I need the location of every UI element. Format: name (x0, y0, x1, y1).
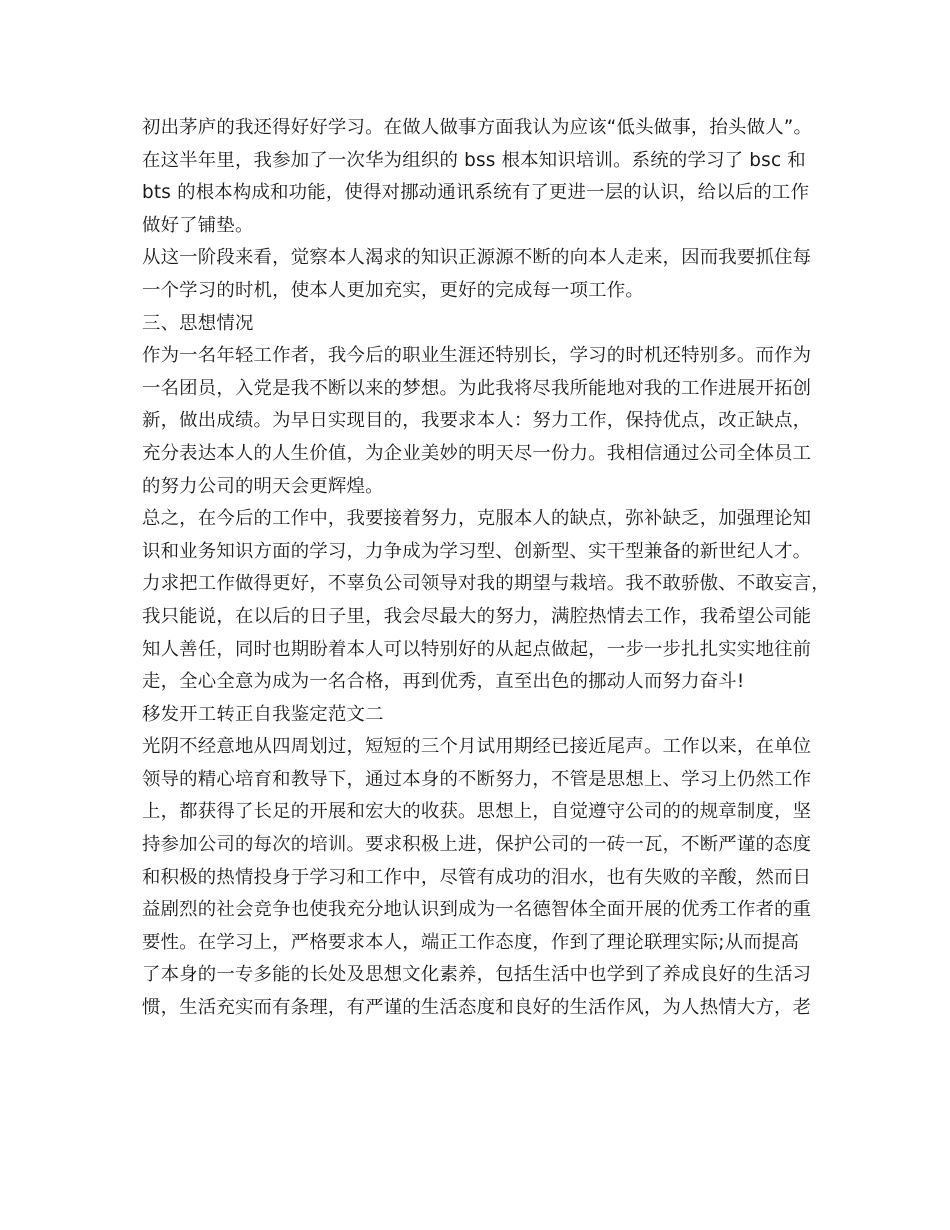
text-line: 一个学习的时机，使本人更加充实，更好的完成每一项工作。 (142, 279, 644, 301)
text-line: 总之，在今后的工作中，我要接着努力，克服本人的缺点，弥补缺乏，加强理论知 (142, 508, 812, 530)
text-line: 光阴不经意地从四周划过，短短的三个月试用期经已接近尾声。工作以来，在单位 (142, 736, 812, 758)
text-line: 做好了铺垫。 (142, 214, 254, 236)
text-line: 新，做出成绩。为早日实现目的，我要求本人：努力工作，保持优点，改正缺点， (142, 410, 812, 432)
text-line: 了本身的一专多能的长处及思想文化素养，包括生活中也学到了养成良好的生活习 (142, 964, 812, 986)
text-line: 在这半年里，我参加了一次华为组织的 bss 根本知识培训。系统的学习了 bsc 和 (142, 149, 806, 171)
text-line: 一名团员，入党是我不断以来的梦想。为此我将尽我所能地对我的工作进展开拓创 (142, 377, 812, 399)
text-line: 惯，生活充实而有条理，有严谨的生活态度和良好的生活作风，为人热情大方，老 (142, 997, 812, 1019)
text-line: 作为一名年轻工作者，我今后的职业生涯还特别长，学习的时机还特别多。而作为 (142, 345, 812, 367)
text-line: 上，都获得了长足的开展和宏大的收获。思想上，自觉遵守公司的的规章制度，坚 (142, 801, 812, 823)
text-line: 初出茅庐的我还得好好学习。在做人做事方面我认为应该“低头做事，抬头做人”。 (142, 117, 813, 138)
text-line: 持参加公司的每次的培训。要求积极上进，保护公司的一砖一瓦，不断严谨的态度 (142, 834, 812, 856)
text-line: 要性。在学习上，严格要求本人，端正工作态度，作到了理论联理实际;从而提高 (142, 931, 800, 953)
text-line: 充分表达本人的人生价值，为企业美妙的明天尽一份力。我相信通过公司全体员工 (142, 442, 812, 464)
text-line: 的努力公司的明天会更辉煌。 (142, 475, 384, 497)
text-line: 知人善任，同时也期盼着本人可以特别好的从起点做起，一步一步扎扎实实地往前 (142, 638, 812, 660)
text-line: 力求把工作做得更好，不辜负公司领导对我的期望与栽培。我不敢骄傲、不敢妄言， (142, 573, 830, 595)
text-line: 领导的精心培育和教导下，通过本身的不断努力，不管是思想上、学习上仍然工作 (142, 768, 812, 790)
text-line: 走，全心全意为成为一名合格，再到优秀，直至出色的挪动人而努力奋斗! (142, 671, 745, 693)
section-heading: 移发开工转正自我鉴定范文二 (142, 703, 384, 725)
text-line: 益剧烈的社会竞争也使我充分地认识到成为一名德智体全面开展的优秀工作者的重 (142, 899, 812, 921)
document-body (142, 112, 832, 1025)
text-line: 从这一阶段来看，觉察本人渴求的知识正源源不断的向本人走来，因而我要抓住每 (142, 247, 812, 269)
text-line: 和积极的热情投身于学习和工作中，尽管有成功的泪水，也有失败的辛酸，然而日 (142, 866, 812, 888)
section-heading: 三、思想情况 (142, 312, 254, 334)
text-line: 我只能说，在以后的日子里，我会尽最大的努力，满腔热情去工作，我希望公司能 (142, 605, 812, 627)
text-line: bts 的根本构成和功能，使得对挪动通讯系统有了更进一层的认识，给以后的工作 (142, 182, 810, 204)
text-line: 识和业务知识方面的学习，力争成为学习型、创新型、实干型兼备的新世纪人才。 (142, 540, 812, 562)
